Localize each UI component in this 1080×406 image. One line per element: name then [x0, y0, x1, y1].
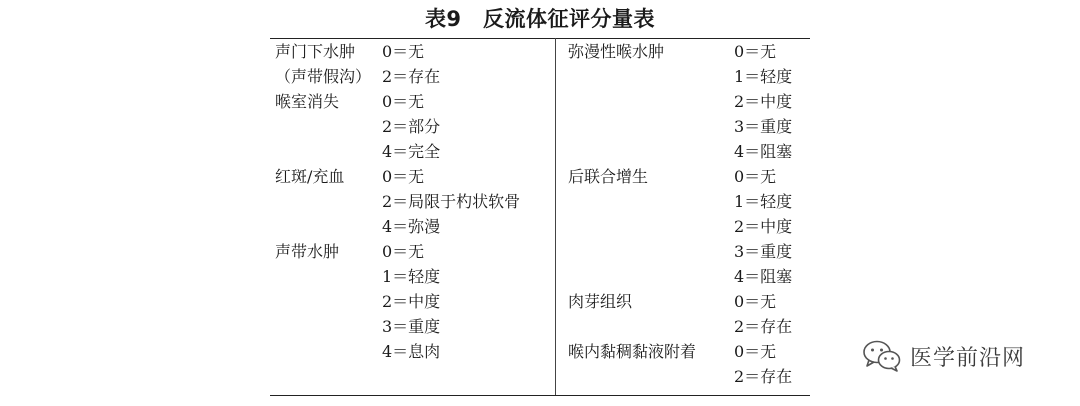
right-row-score: 4＝阻塞 [734, 142, 793, 161]
right-row-score: 0＝无 [734, 167, 777, 186]
left-row-label: 喉室消失 [275, 92, 340, 111]
left-row-score: 0＝无 [382, 242, 425, 261]
left-row-score: 0＝无 [382, 92, 425, 111]
right-row-score: 2＝存在 [734, 367, 793, 386]
left-row-score: 4＝息肉 [382, 342, 441, 361]
right-row-score: 3＝重度 [734, 242, 793, 261]
right-row-score: 2＝中度 [734, 92, 793, 111]
left-row-score: 3＝重度 [382, 317, 441, 336]
left-row-score: 2＝局限于杓状软骨 [382, 192, 521, 211]
column-divider [555, 38, 556, 395]
right-row-label: 肉芽组织 [568, 292, 633, 311]
right-row-score: 2＝中度 [734, 217, 793, 236]
right-row-score: 1＝轻度 [734, 67, 793, 86]
right-row-score: 4＝阻塞 [734, 267, 793, 286]
left-row-score: 2＝部分 [382, 117, 441, 136]
watermark [862, 336, 1025, 376]
left-row-score: 2＝存在 [382, 67, 441, 86]
watermark-text: 医学前沿网 [910, 345, 1026, 371]
right-row-label: 喉内黏稠黏液附着 [568, 342, 697, 361]
table-title: 表9 反流体征评分量表 [424, 7, 656, 31]
wechat-icon [862, 339, 902, 373]
left-row-score: 1＝轻度 [382, 267, 441, 286]
right-row-label: 后联合增生 [568, 167, 649, 186]
right-row-score: 1＝轻度 [734, 192, 793, 211]
left-row-score: 4＝完全 [382, 142, 441, 161]
right-row-score: 0＝无 [734, 292, 777, 311]
left-row-score: 4＝弥漫 [382, 217, 441, 236]
left-row-label: （声带假沟） [275, 67, 372, 86]
left-row-label: 红斑/充血 [275, 167, 345, 186]
left-row-score: 0＝无 [382, 167, 425, 186]
right-row-score: 2＝存在 [734, 317, 793, 336]
left-row-score: 2＝中度 [382, 292, 441, 311]
left-row-score: 0＝无 [382, 42, 425, 61]
left-row-label: 声门下水肿 [275, 42, 356, 61]
right-row-score: 0＝无 [734, 342, 777, 361]
right-row-score: 0＝无 [734, 42, 777, 61]
bottom-rule [270, 395, 810, 396]
right-row-label: 弥漫性喉水肿 [568, 42, 665, 61]
right-row-score: 3＝重度 [734, 117, 793, 136]
left-row-label: 声带水肿 [275, 242, 340, 261]
